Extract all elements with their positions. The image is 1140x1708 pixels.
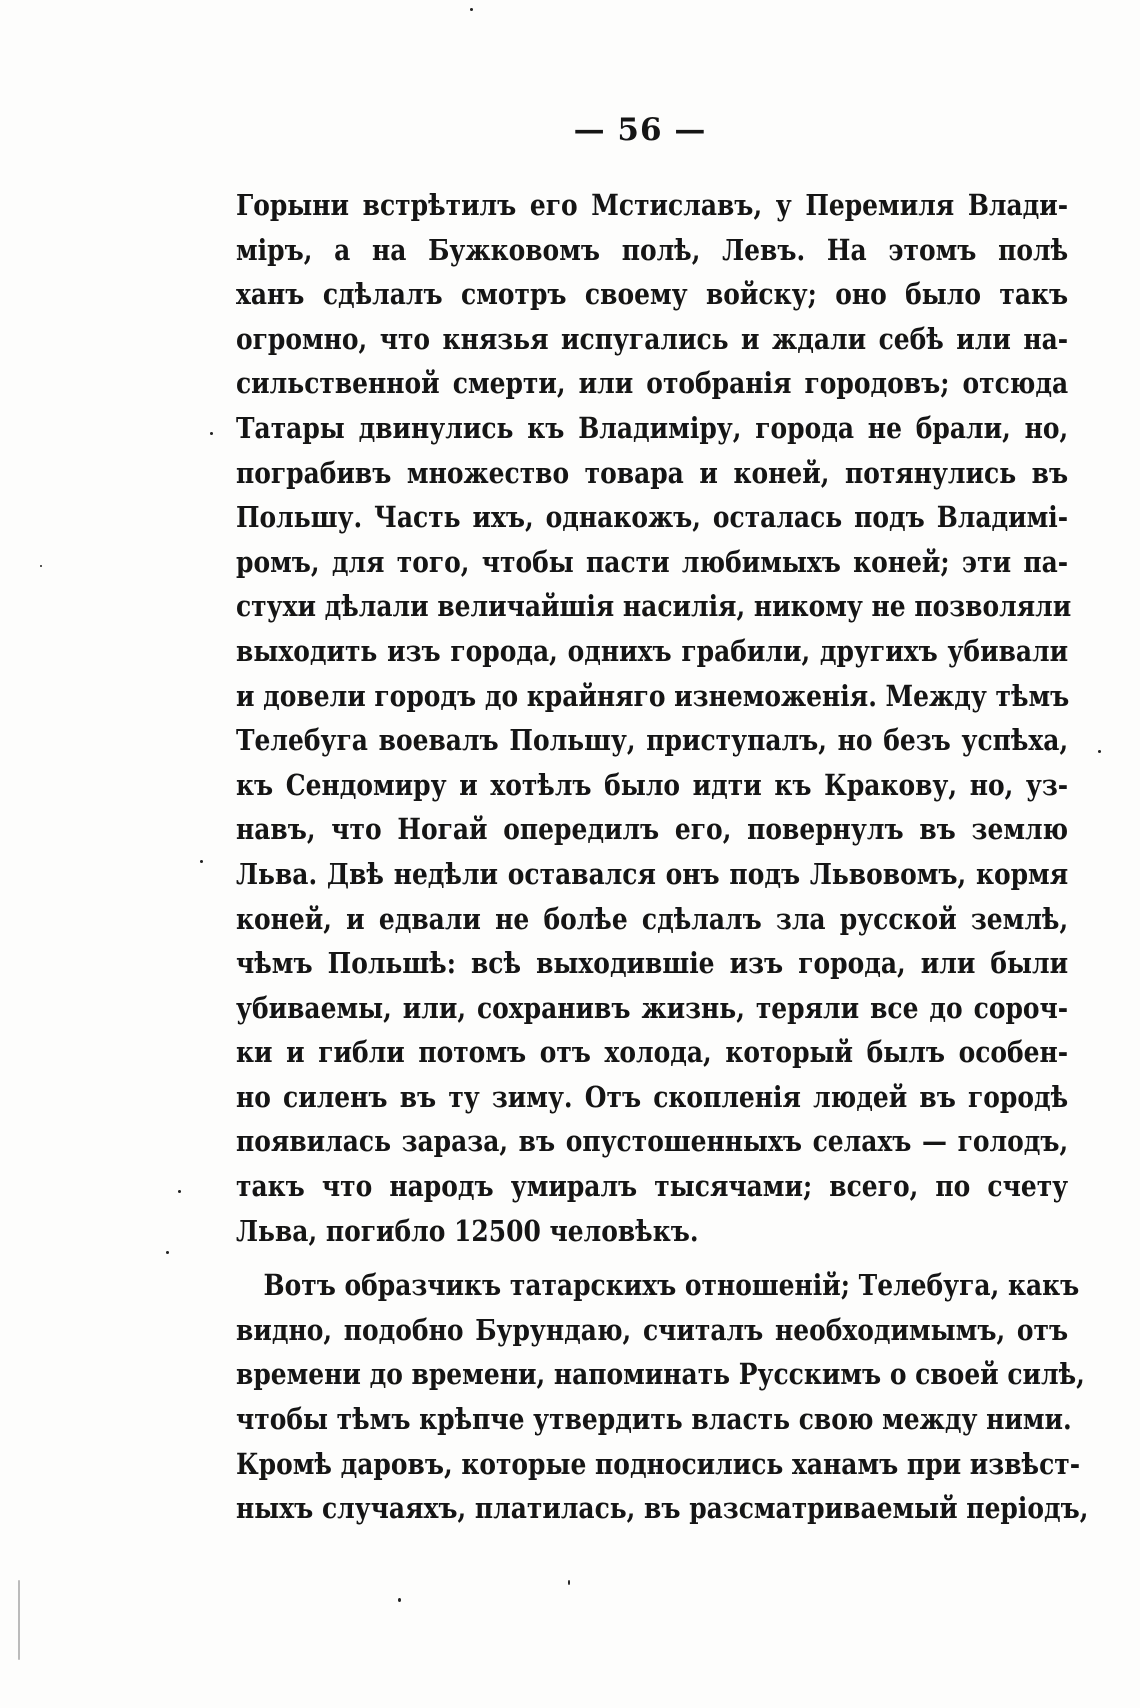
text-line: такъ что народъ умиралъ тысячами; всего, по счету bbox=[236, 1169, 1069, 1204]
scan-speck bbox=[568, 1580, 570, 1585]
text-line: ханъ сдѣлалъ смотръ своему войску; оно было такъ bbox=[236, 277, 1069, 312]
text-line: видно, подобно Бурундаю, считалъ необходимымъ, отъ bbox=[236, 1312, 1069, 1347]
text-line: ныхъ случаяхъ, платилась, въ разсматриваемый періодъ, bbox=[236, 1491, 1089, 1526]
text-line: ки и гибли потомъ отъ холода, который былъ особен- bbox=[236, 1035, 1069, 1070]
paragraph-2 bbox=[236, 1263, 1089, 1531]
text-line: огромно, что князья испугались и ждали себѣ или на- bbox=[236, 321, 1069, 356]
text-line: выходить изъ города, однихъ грабили, другихъ убивали bbox=[236, 633, 1069, 668]
text-line: времени до времени, напоминать Русскимъ о своей силѣ, bbox=[236, 1357, 1085, 1392]
paragraph-gap bbox=[236, 1253, 1068, 1263]
text-line: стухи дѣлали величайшія насилія, никому не позволяли bbox=[236, 589, 1072, 624]
text-line: навъ, что Ногай опередилъ его, повернулъ въ землю bbox=[236, 812, 1069, 847]
text-line: чтобы тѣмъ крѣпче утвердить власть свою между ними. bbox=[236, 1402, 1072, 1437]
text-line: міръ, а на Бужковомъ полѣ, Левъ. На этомъ полѣ bbox=[236, 232, 1069, 267]
scan-speck bbox=[178, 1190, 181, 1193]
text-line: Кромѣ даровъ, которые подносились ханамъ при извѣст- bbox=[236, 1446, 1081, 1481]
text-line: появилась зараза, въ опустошенныхъ селахъ — голодъ, bbox=[236, 1124, 1069, 1159]
scan-speck bbox=[1098, 750, 1101, 753]
text-line: но силенъ въ ту зиму. Отъ скопленія людей въ городѣ bbox=[236, 1079, 1069, 1114]
text-line: коней, и едвали не болѣе сдѣлалъ зла русской землѣ, bbox=[236, 901, 1069, 936]
text-line: убиваемы, или, сохранивъ жизнь, теряли все до сороч- bbox=[236, 990, 1069, 1025]
scan-speck bbox=[200, 860, 203, 863]
text-line: Татары двинулись къ Владиміру, города не брали, но, bbox=[236, 410, 1069, 445]
paragraph-1 bbox=[236, 183, 1072, 1253]
text-line: сильственной смерти, или отобранія городовъ; отсюда bbox=[236, 366, 1069, 401]
scan-speck bbox=[166, 1251, 169, 1254]
text-line: Льва. Двѣ недѣли оставался онъ подъ Львовомъ, кормя bbox=[236, 856, 1069, 891]
scan-speck bbox=[470, 8, 473, 11]
text-line: Льва, погибло 12500 человѣкъ. bbox=[236, 1213, 699, 1248]
scan-speck bbox=[210, 432, 213, 435]
scan-speck bbox=[398, 1598, 401, 1602]
text-line: и довели городъ до крайняго изнеможенія. Между тѣмъ bbox=[236, 678, 1070, 713]
text-line: къ Сендомиру и хотѣлъ было идти къ Кракову, но, уз- bbox=[236, 767, 1069, 802]
text-line: чѣмъ Польшѣ: всѣ выходившіе изъ города, или были bbox=[236, 946, 1069, 981]
text-line: ромъ, для того, чтобы пасти любимыхъ коней; эти па- bbox=[236, 544, 1069, 579]
text-line: Телебуга воевалъ Польшу, приступалъ, но безъ успѣха, bbox=[236, 723, 1069, 758]
text-line: Горыни встрѣтилъ его Мстиславъ, у Перемиля Влади- bbox=[236, 188, 1069, 222]
scan-speck bbox=[40, 565, 42, 567]
scan-speck bbox=[18, 1580, 20, 1660]
text-line: Польшу. Часть ихъ, однакожъ, осталась подъ Владимі- bbox=[236, 500, 1069, 535]
text-line: Вотъ образчикъ татарскихъ отношеній; Телебуга, какъ bbox=[263, 1268, 1080, 1303]
page-number: — 56 — bbox=[573, 112, 707, 148]
text-line: пограбивъ множество товара и коней, потянулись въ bbox=[236, 455, 1069, 490]
body-text bbox=[236, 183, 1089, 1531]
